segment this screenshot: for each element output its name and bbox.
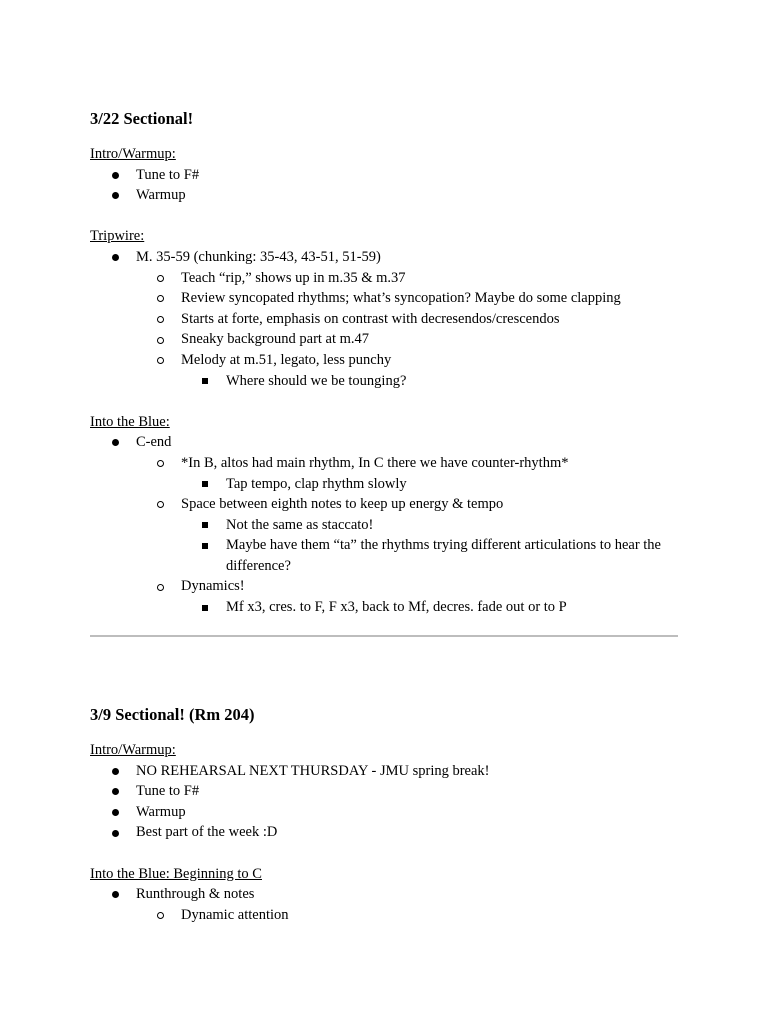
bullet-dot-icon (112, 247, 119, 268)
bullet-ring-icon (157, 329, 164, 350)
bullet-square-icon (202, 371, 208, 392)
bullet-dot-icon (112, 165, 119, 186)
bullet-ring-icon (157, 268, 164, 289)
section-3-22 (90, 108, 690, 618)
bullet-ring-icon (157, 350, 164, 371)
list-item: Warmup (90, 802, 690, 823)
bullet-dot-icon (112, 884, 119, 905)
bullet-dot-icon (112, 761, 119, 782)
document-page (90, 0, 690, 1024)
bullet-square-icon (202, 597, 208, 618)
list-subsubitem: Maybe have them “ta” the rhythms trying different articulations to hear the difference? (90, 535, 666, 576)
bullet-ring-icon (157, 453, 164, 474)
subheading-into-the-blue: Into the Blue: Beginning to C (90, 865, 262, 882)
bullet-ring-icon (157, 494, 164, 515)
list-subitem: Dynamic attention (90, 905, 690, 926)
list-subitem: Sneaky background part at m.47 (90, 329, 690, 350)
bullet-ring-icon (157, 309, 164, 330)
list-subsubitem: Where should we be tounging? (90, 371, 666, 392)
list-item: M. 35-59 (chunking: 35-43, 43-51, 51-59) (90, 247, 690, 268)
horizontal-divider (90, 635, 678, 637)
list-subitem: Starts at forte, emphasis on contrast with decresendos/crescendos (90, 309, 690, 330)
section-title: 3/22 Sectional! (90, 109, 194, 128)
bullet-square-icon (202, 515, 208, 536)
list-item: Tune to F# (90, 781, 690, 802)
bullet-dot-icon (112, 185, 119, 206)
list-subsubitem: Mf x3, cres. to F, F x3, back to Mf, decres. fade out or to P (90, 597, 666, 618)
bullet-dot-icon (112, 781, 119, 802)
list-subitem: Space between eighth notes to keep up energy & tempo (90, 494, 690, 515)
bullet-square-icon (202, 474, 208, 495)
subheading-tripwire: Tripwire: (90, 228, 145, 245)
section-title: 3/9 Sectional! (Rm 204) (90, 705, 255, 724)
list-subitem: *In B, altos had main rhythm, In C there we have counter-rhythm* (90, 453, 690, 474)
bullet-dot-icon (112, 432, 119, 453)
bullet-dot-icon (112, 802, 119, 823)
list-item: Tune to F# (90, 165, 690, 186)
subheading-intro-warmup: Intro/Warmup: (90, 742, 176, 758)
list-subsubitem: Not the same as staccato! (90, 515, 666, 536)
list-item: C-end (90, 432, 690, 453)
list-subitem: Melody at m.51, legato, less punchy (90, 350, 690, 371)
list-subitem: Review syncopated rhythms; what’s syncopation? Maybe do some clapping (90, 288, 690, 309)
bullet-ring-icon (157, 905, 164, 926)
list-subitem: Dynamics! (90, 576, 690, 597)
subheading-intro-warmup: Intro/Warmup: (90, 146, 176, 162)
bullet-square-icon (202, 535, 208, 556)
list-item: NO REHEARSAL NEXT THURSDAY - JMU spring break! (90, 761, 690, 782)
subheading-into-the-blue: Into the Blue: (90, 413, 170, 430)
list-item: Warmup (90, 185, 690, 206)
list-subitem: Teach “rip,” shows up in m.35 & m.37 (90, 268, 690, 289)
list-item: Runthrough & notes (90, 884, 690, 905)
list-subsubitem: Tap tempo, clap rhythm slowly (90, 474, 666, 495)
bullet-ring-icon (157, 576, 164, 597)
bullet-ring-icon (157, 288, 164, 309)
list-item: Best part of the week :D (90, 822, 690, 843)
bullet-dot-icon (112, 822, 119, 843)
section-3-9 (90, 704, 690, 925)
